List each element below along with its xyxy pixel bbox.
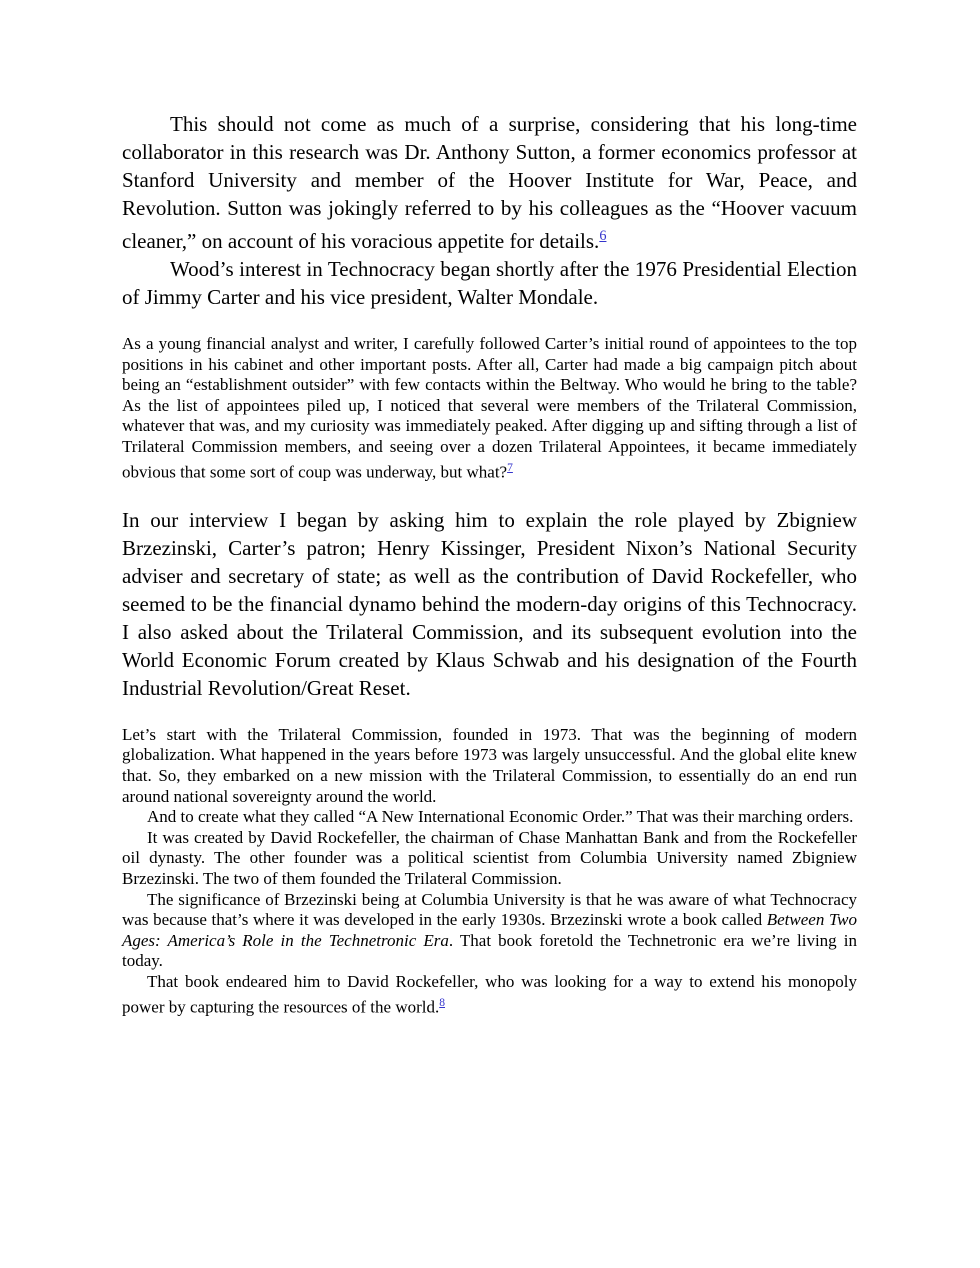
blockquote-analyst	[122, 334, 857, 483]
quote-paragraph	[122, 972, 857, 1018]
paragraph-sutton	[122, 110, 857, 255]
quote-paragraph	[122, 334, 857, 483]
footnote-ref-6[interactable]: 6	[599, 228, 607, 244]
quote-text: As a young financial analyst and writer, I carefully followed Carter’s initial round of appointees to the top positions in his cabinet and other important posts. After all, Carter had made a big campaign pitch about being an “establishment outsider” with few contacts within the Beltway. Who would he bring to the table? As the list of appointees piled up, I noticed that several were members of the Trilateral Commission, whatever that was, and my curiosity was immediately peaked. After digging up and sifting through a list of Trilateral Commission members, and seeing over a dozen Trilateral Appointees, it became immediately obvious that some sort of coup was underway, but what?	[122, 334, 857, 482]
paragraph-interview	[122, 506, 857, 702]
blockquote-trilateral	[122, 725, 857, 1018]
quote-text: It was created by David Rockefeller, the chairman of Chase Manhattan Bank and from the Rockefeller oil dynasty. The other founder was a political scientist from Columbia University named Zbigniew Brzezinski. The two of them founded the Trilateral Commission.	[122, 827, 857, 888]
quote-paragraph	[122, 725, 857, 807]
paragraph-text: In our interview I began by asking him to explain the role played by Zbigniew Brzezinski, Carter’s patron; Henry Kissinger, President Nixon’s National Security adviser and secretary of state; as well as the contribution of David Rockefeller, who seemed to be the financial dynamo behind the modern-day origins of this Technocracy. I also asked about the Trilateral Commission, and its subsequent evolution into the World Economic Forum created by Klaus Schwab and his designation of the Fourth Industrial Revolution/Great Reset.	[122, 507, 857, 700]
paragraph-wood	[122, 255, 857, 311]
quote-text: Let’s start with the Trilateral Commission, founded in 1973. That was the beginning of modern globalization. What happened in the years before 1973 was largely unsuccessful. And the global elite knew that. So, they embarked on a new mission with the Trilateral Commission, to essentially do an end run around national sovereignty around the world.	[122, 724, 857, 806]
quote-paragraph	[122, 828, 857, 890]
quote-paragraph	[122, 807, 857, 828]
footnote-ref-7[interactable]: 7	[507, 460, 513, 474]
book-title: Between Two Ages: America’s Role in the Technetronic Era	[122, 910, 857, 950]
quote-paragraph	[122, 890, 857, 972]
quote-text: . That book foretold the Technetronic era we’re living in today.	[122, 930, 857, 971]
quote-text: And to create what they called “A New International Economic Order.” That was their marching orders.	[147, 807, 854, 827]
quote-text: That book endeared him to David Rockefeller, who was looking for a way to extend his monopoly power by capturing the resources of the world.	[122, 971, 857, 1017]
quote-text: The significance of Brzezinski being at Columbia University is that he was aware of what Technocracy was because that’s where it was developed in the early 1930s. Brzezinski wrote a book called	[122, 889, 857, 930]
paragraph-text: Wood’s interest in Technocracy began shortly after the 1976 Presidential Election of Jimmy Carter and his vice president, Walter Mondale.	[122, 257, 857, 309]
footnote-ref-8[interactable]: 8	[439, 995, 446, 1009]
paragraph-text: This should not come as much of a surprise, considering that his long-time collaborator in this research was Dr. Anthony Sutton, a former economics professor at Stanford University and member of the Hoover Institute for War, Peace, and Revolution. Sutton was jokingly referred to by his colleagues as the “Hoover vacuum cleaner,” on account of his voracious appetite for details.	[122, 112, 857, 253]
